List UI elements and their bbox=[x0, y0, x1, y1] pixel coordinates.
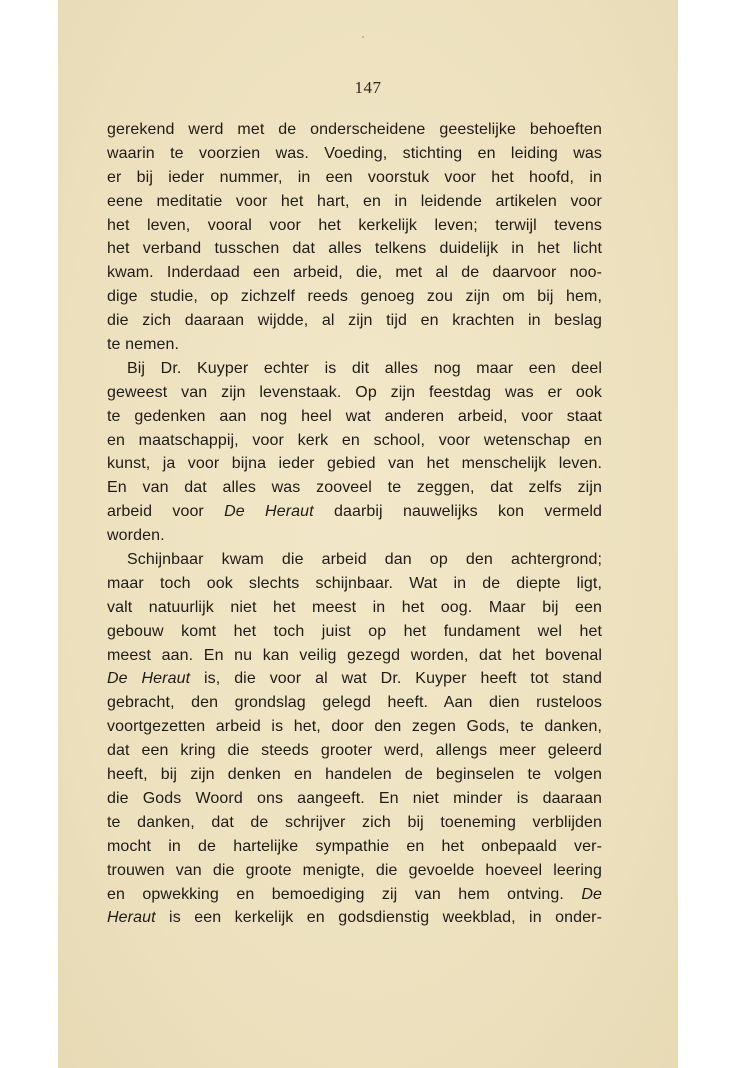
text-line: die zich daaraan wijdde, al zijn tijd en krachten in beslag bbox=[107, 312, 602, 330]
text-line: dat een kring die steeds grooter werd, allengs meer geleerd bbox=[107, 742, 602, 760]
text-line: kwam. Inderdaad een arbeid, die, met al de daarvoor noo- bbox=[107, 264, 602, 282]
book-page bbox=[58, 0, 678, 1068]
title-italic: De Heraut bbox=[224, 503, 314, 521]
text-line: waarin te voorzien was. Voeding, stichting en leiding was bbox=[107, 144, 602, 162]
text-run: daarbij nauwelijks kon vermeld bbox=[313, 503, 602, 521]
text-line: valt natuurlijk niet het meest in het oog. Maar bij een bbox=[107, 598, 602, 616]
text-line: dige studie, op zichzelf reeds genoeg zou zijn om bij hem, bbox=[107, 288, 602, 306]
text-line: maar toch ook slechts schijnbaar. Wat in de diepte ligt, bbox=[107, 574, 602, 592]
text-line: kunst, ja voor bijna ieder gebied van het menschelijk leven. bbox=[107, 455, 602, 473]
text-line: eene meditatie voor het hart, en in leidende artikelen voor bbox=[107, 192, 602, 210]
text-run: arbeid voor bbox=[107, 503, 225, 521]
text-line: gebouw komt het toch juist op het fundament wel het bbox=[107, 622, 602, 640]
text-line: trouwen van die groote menigte, die gevoelde hoeveel leering bbox=[107, 861, 602, 879]
text-line: gebracht, den grondslag gelegd heeft. Aan dien rusteloos bbox=[107, 694, 602, 712]
text-line: en maatschappij, voor kerk en school, voor wetenschap en bbox=[107, 431, 602, 449]
page-number: 147 bbox=[354, 78, 382, 97]
text-line-with-italic bbox=[107, 500, 602, 524]
text-line: gerekend werd met de onderscheidene geestelijke behoeften bbox=[107, 121, 602, 138]
text-run: is een kerkelijk en godsdienstig weekblad, in onder- bbox=[155, 909, 602, 927]
text-line: het leven, vooral voor het kerkelijk leven; terwijl tevens bbox=[107, 216, 602, 234]
text-line: te nemen. bbox=[107, 336, 180, 354]
text-line: En van dat alles was zooveel te zeggen, dat zelfs zijn bbox=[107, 479, 602, 497]
text-line-with-italic bbox=[107, 883, 602, 907]
title-italic: De Heraut bbox=[107, 670, 191, 688]
text-line-with-italic bbox=[107, 906, 602, 930]
text-line: Bij Dr. Kuyper echter is dit alles nog maar een deel bbox=[127, 359, 602, 377]
text-line: worden. bbox=[107, 527, 165, 545]
text-line: er bij ieder nummer, in een voorstuk voor het hoofd, in bbox=[107, 168, 602, 186]
text-line: te gedenken aan nog heel wat anderen arbeid, voor staat bbox=[107, 407, 602, 425]
text-line: meest aan. En nu kan veilig gezegd worden, dat het bovenal bbox=[107, 646, 602, 664]
text-line: voortgezetten arbeid is het, door den zegen Gods, te danken, bbox=[107, 718, 602, 736]
text-line: te danken, dat de schrijver zich bij toeneming verblijden bbox=[107, 813, 602, 831]
text-run: en opwekking en bemoediging zij van hem ontving. bbox=[107, 885, 582, 903]
text-line: heeft, bij zijn denken en handelen de beginselen te volgen bbox=[107, 766, 602, 784]
title-italic: De bbox=[581, 885, 602, 903]
paper-speck bbox=[362, 36, 364, 38]
text-run: is, die voor al wat Dr. Kuyper heeft tot stand bbox=[190, 670, 603, 688]
text-line: mocht in de hartelijke sympathie en het onbepaald ver- bbox=[107, 837, 602, 855]
title-italic: Heraut bbox=[107, 909, 156, 927]
text-line: Schijnbaar kwam die arbeid dan op den achtergrond; bbox=[127, 551, 602, 569]
text-line: het verband tusschen dat alles telkens duidelijk in het licht bbox=[107, 240, 602, 258]
text-line: geweest van zijn levenstaak. Op zijn feestdag was er ook bbox=[107, 383, 602, 401]
text-line: die Gods Woord ons aangeeft. En niet minder is daaraan bbox=[107, 789, 602, 807]
text-line-with-italic bbox=[107, 667, 602, 691]
body-text bbox=[107, 118, 602, 930]
